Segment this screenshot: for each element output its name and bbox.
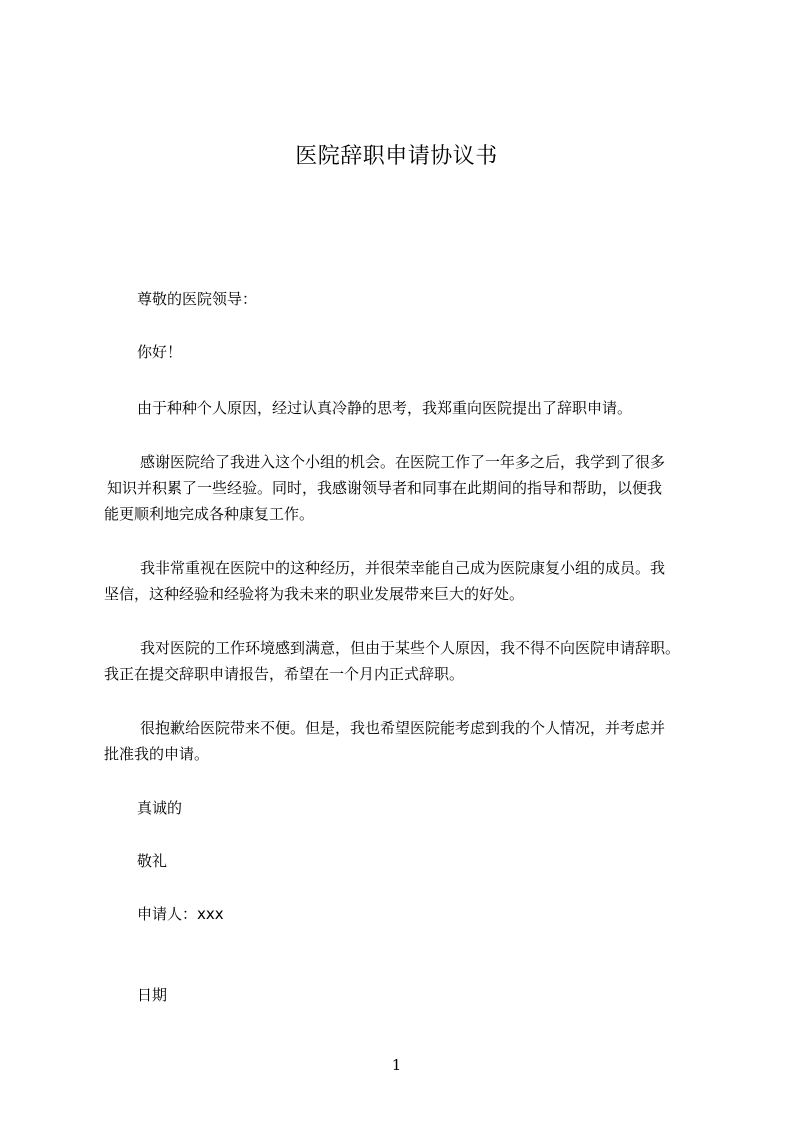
paragraph-4-line-1: 我对医院的工作环境感到满意，但由于某些个人原因，我不得不向医院申请辞职。 — [140, 639, 681, 657]
paragraph-3-line-1: 我非常重视在医院中的这种经历，并很荣幸能自己成为医院康复小组的成员。我 — [140, 559, 666, 577]
closing-sincerely: 真诚的 — [137, 799, 183, 817]
paragraph-2-line-1: 感谢医院给了我进入这个小组的机会。在医院工作了一年多之后，我学到了很多 — [140, 453, 666, 471]
paragraph-3-line-2: 坚信，这种经验和经验将为我未来的职业发展带来巨大的好处。 — [104, 585, 525, 603]
paragraph-2-line-3: 能更顺利地完成各种康复工作。 — [104, 505, 315, 523]
closing-regards: 敬礼 — [137, 852, 168, 870]
document-title: 医院辞职申请协议书 — [295, 144, 498, 169]
paragraph-5-line-1: 很抱歉给医院带来不便。但是，我也希望医院能考虑到我的个人情况，并考虑并 — [140, 719, 666, 737]
paragraph-4-line-2: 我正在提交辞职申请报告，希望在一个月内正式辞职。 — [104, 665, 465, 683]
page-number: 1 — [391, 1056, 402, 1074]
paragraph-2-line-2: 知识并积累了一些经验。同时，我感谢领导者和同事在此期间的指导和帮助，以便我 — [107, 479, 663, 497]
paragraph-5-line-2: 批准我的申请。 — [104, 745, 210, 763]
greeting: 你好！ — [137, 343, 183, 361]
date-line: 日期 — [137, 986, 168, 1004]
applicant-line: 申请人：xxx — [137, 905, 224, 923]
paragraph-1-line-1: 由于种种个人原因，经过认真冷静的思考，我郑重向医院提出了辞职申请。 — [137, 399, 633, 417]
salutation: 尊敬的医院领导： — [137, 290, 258, 308]
